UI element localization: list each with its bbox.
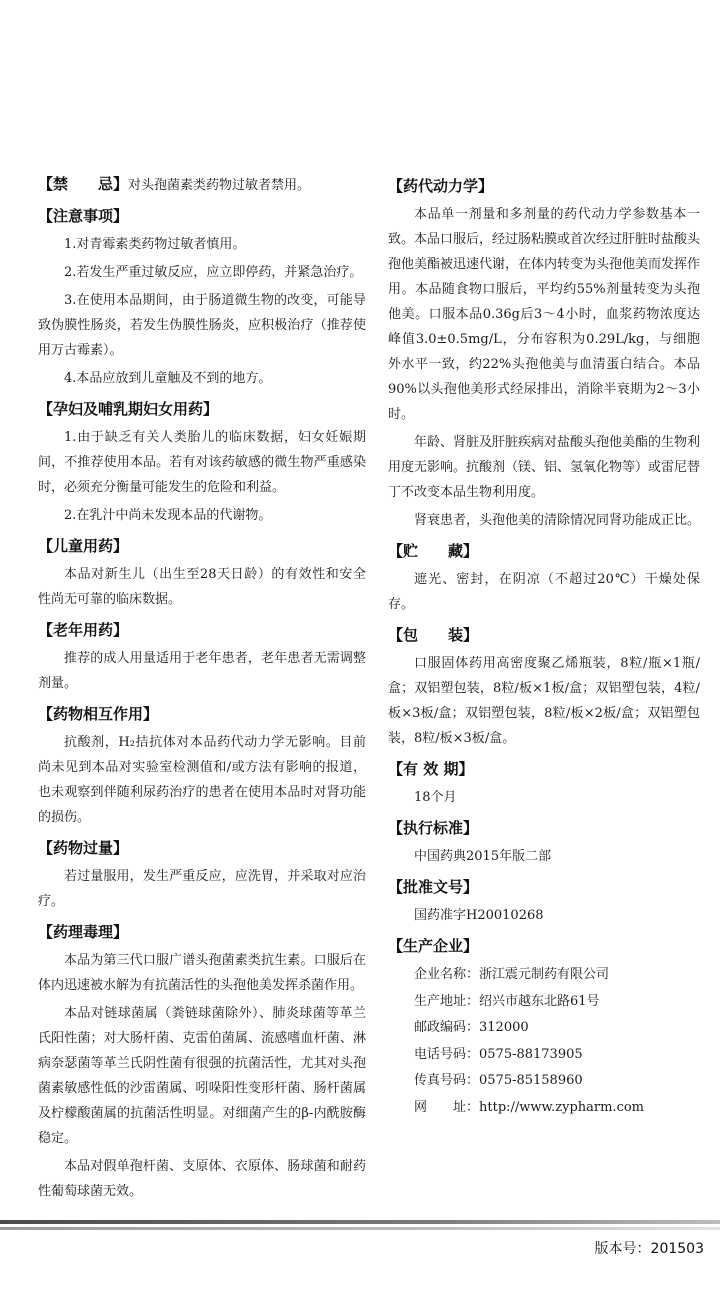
- pediatric-heading: 【儿童用药】: [38, 537, 129, 555]
- overdose-item-1: 若过量服用，发生严重反应，应洗胃，并采取对应治疗。: [38, 869, 366, 909]
- section-approval: [388, 875, 700, 928]
- pharmacokinetics-item-2: 年龄、肾脏及肝脏疾病对盐酸头孢他美酯的生物利用度无影响。抗酸剂（镁、铝、氢氧化物等）或雷尼替丁不改变本品生物利用度。: [388, 435, 701, 500]
- section-manufacturer: [388, 934, 700, 1121]
- precautions-heading: 【注意事项】: [38, 207, 129, 225]
- pharmacokinetics-item-3: 肾衰患者，头孢他美的清除情况同肾功能成正比。: [414, 513, 701, 528]
- right-column: [388, 172, 700, 1127]
- validity-item-1: 18个月: [414, 790, 457, 805]
- interactions-heading: 【药物相互作用】: [38, 705, 159, 723]
- section-standard: [388, 816, 700, 869]
- pharmacology-item-3: 本品对假单孢杆菌、支原体、衣原体、肠球菌和耐药性葡萄球菌无效。: [38, 1159, 366, 1199]
- precautions-item-4: 4.本品应放到儿童触及不到的地方。: [64, 371, 272, 386]
- precautions-item-3: 3.在使用本品期间，由于肠道微生物的改变，可能导致伪膜性肠炎，若发生伪膜性肠炎，应积极治疗（推荐使用万古霉素）。: [38, 293, 366, 358]
- storage-heading: 【贮 藏】: [388, 542, 479, 560]
- packaging-item-1: 口服固体药用高密度聚乙烯瓶装，8粒/瓶×1瓶/盒；双铝塑包装，8粒/板×1板/盒；双铝塑包装，4粒/板×3板/盒；双铝塑包装，8粒/板×2板/盒；双铝塑包装，8粒/板×3板/盒。: [388, 656, 700, 746]
- footer-divider: [0, 1220, 720, 1232]
- contraindications-text: 对头孢菌素类药物过敏者禁用。: [128, 178, 311, 193]
- section-pregnancy: [38, 397, 366, 528]
- manufacturer-fax: 传真号码：0575-85158960: [414, 1073, 583, 1088]
- geriatric-heading: 【老年用药】: [38, 621, 129, 639]
- packaging-heading: 【包 装】: [388, 626, 479, 644]
- manufacturer-address: 生产地址：绍兴市越东北路61号: [414, 993, 600, 1009]
- section-packaging: [388, 623, 700, 751]
- manufacturer-phone: 电话号码：0575-88173905: [414, 1046, 583, 1062]
- manufacturer-company-name: 企业名称：浙江震元制药有限公司: [414, 967, 610, 982]
- section-geriatric: [38, 618, 366, 696]
- section-interactions: [38, 702, 366, 830]
- version-number: 版本号：201503: [594, 1241, 704, 1257]
- section-pediatric: [38, 534, 366, 612]
- approval-heading: 【批准文号】: [388, 878, 479, 896]
- pediatric-item-1: 本品对新生儿（出生至28天日龄）的有效性和安全性尚无可靠的临床数据。: [38, 567, 366, 607]
- standard-item-1: 中国药典2015年版二部: [414, 849, 552, 864]
- section-contraindications: [38, 172, 366, 198]
- standard-heading: 【执行标准】: [388, 819, 479, 837]
- section-storage: [388, 539, 700, 617]
- pregnancy-item-1: 1.由于缺乏有关人类胎儿的临床数据，妇女妊娠期间，不推荐使用本品。若有对该药敏感的微生物严重感染时，必须充分衡量可能发生的危险和利益。: [38, 430, 366, 495]
- contraindications-heading: 【禁 忌】: [38, 175, 129, 193]
- section-overdose: [38, 836, 366, 914]
- pharmacology-heading: 【药理毒理】: [38, 923, 129, 941]
- precautions-item-1: 1.对青霉素类药物过敏者慎用。: [64, 237, 246, 252]
- section-precautions: [38, 204, 366, 391]
- pharmacokinetics-item-1: 本品单一剂量和多剂量的药代动力学参数基本一致。本品口服后，经过肠粘膜或首次经过肝脏时盐酸头孢他美酯被迅速代谢，在体内转变为头孢他美而发挥作用。本品随食物口服后，平均约55%剂量转变为头孢他美。口服本品0.36g后3～4小时，血浆药物浓度达峰值3.0±0.5mg/L，分布容积为0.29L/kg，与细胞外水平一致，约22%头孢他美与血清蛋白结合。本品90%以头孢他美形式经尿排出，消除半衰期为2～3小时。: [388, 207, 701, 422]
- contraindications-paragraph: [38, 172, 366, 198]
- footer-divider-line-dark: [0, 1220, 720, 1224]
- manufacturer-postcode: 邮政编码：312000: [414, 1020, 529, 1035]
- section-pharmacology: [38, 920, 366, 1204]
- storage-item-1: 遮光、密封，在阴凉（不超过20℃）干燥处保存。: [388, 572, 700, 612]
- pregnancy-heading: 【孕妇及哺乳期妇女用药】: [38, 400, 219, 418]
- precautions-item-2: 2.若发生严重过敏反应，应立即停药，并紧急治疗。: [64, 265, 363, 280]
- manufacturer-website: 网 址：http://www.zypharm.com: [414, 1099, 645, 1115]
- pharmacokinetics-heading: 【药代动力学】: [388, 177, 494, 195]
- left-column: [38, 172, 366, 1210]
- interactions-item-1: 抗酸剂，H₂拮抗体对本品药代动力学无影响。目前尚未见到本品对实验室检测值和/或方法有影响的报道，也未观察到伴随利尿药治疗的患者在使用本品时对肾功能的损伤。: [38, 735, 366, 825]
- overdose-heading: 【药物过量】: [38, 839, 129, 857]
- geriatric-item-1: 推荐的成人用量适用于老年患者，老年患者无需调整剂量。: [38, 651, 366, 691]
- section-pharmacokinetics: [388, 174, 700, 533]
- section-validity: [388, 757, 700, 810]
- footer-divider-line-light: [0, 1227, 720, 1230]
- pregnancy-item-2: 2.在乳汁中尚未发现本品的代谢物。: [64, 508, 272, 523]
- pharmacology-item-2: 本品对链球菌属（粪链球菌除外）、肺炎球菌等革兰氏阳性菌；对大肠杆菌、克雷伯菌属、流感嗜血杆菌、淋病奈瑟菌等革兰氏阴性菌有很强的抗菌活性，尤其对头孢菌素敏感性低的沙雷菌属、吲哚阳性变形杆菌、肠杆菌属及柠檬酸菌属的抗菌活性明显。对细菌产生的β-内酰胺酶稳定。: [38, 1006, 366, 1146]
- validity-heading: 【有 效 期】: [388, 760, 474, 778]
- pharmacology-item-1: 本品为第三代口服广谱头孢菌素类抗生素。口服后在体内迅速被水解为有抗菌活性的头孢他美发挥杀菌作用。: [38, 953, 366, 993]
- approval-item-1: 国药准字H20010268: [414, 908, 544, 923]
- manufacturer-heading: 【生产企业】: [388, 937, 479, 955]
